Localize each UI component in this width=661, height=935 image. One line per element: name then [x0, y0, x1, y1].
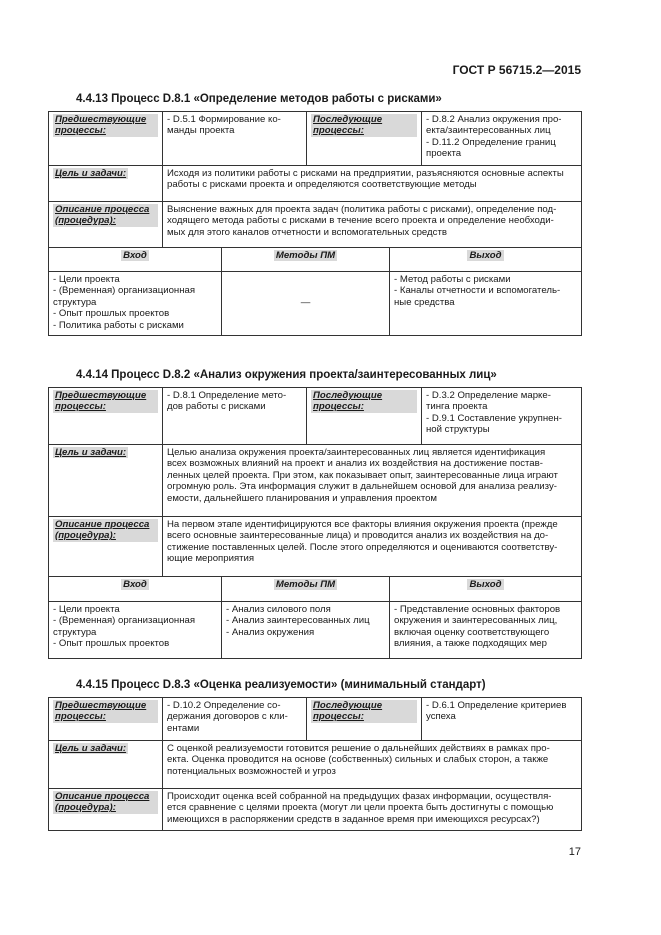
description-label: Описание процесса (процедура):	[49, 517, 163, 577]
section-title-4-4-15: 4.4.15 Процесс D.8.3 «Оценка реализуемости» (минимальный стандарт)	[76, 679, 486, 691]
description-label: Описание процесса (процедура):	[49, 789, 163, 831]
goal-label: Цель и задачи:	[49, 741, 163, 789]
predecessors-label: Предшествующие процессы:	[49, 388, 163, 445]
document-header: ГОСТ Р 56715.2—2015	[452, 63, 581, 77]
description-value: На первом этапе идентифицируются все факторы влияния окружения проекта (прежде всего основные заинтересованные лица) и проводится анализ их воздействия на до- стижение поставленных целей. После этого определяются и оцениваются соответству- ющие мероприятия	[163, 517, 582, 577]
predecessors-label: Предшествующие процессы:	[49, 112, 163, 166]
successors-label: Последующие процессы:	[307, 698, 422, 741]
goal-label: Цель и задачи:	[49, 166, 163, 202]
goal-value: Исходя из политики работы с рисками на предприятии, разъясняются основные аспекты работы с рисками проекта и определяются соответствующие методы	[163, 166, 582, 202]
description-value: Выяснение важных для проекта задач (политика работы с рисками), определение под- ходящего метода работы с рисками в течение всего проекта и определение необходи- мых для этого каналов отчетности и вспомогательных средств	[163, 202, 582, 248]
methods-header: Методы ПМ	[222, 248, 390, 272]
predecessors-value: - D.10.2 Определение со- держания договоров с кли- ентами	[163, 698, 307, 741]
methods-value: —	[222, 272, 390, 336]
section-title-4-4-13: 4.4.13 Процесс D.8.1 «Определение методов работы с рисками»	[76, 93, 442, 105]
inputs-value: - Цели проекта - (Временная) организационная структура - Опыт прошлых проектов	[49, 602, 222, 659]
methods-header: Методы ПМ	[222, 577, 390, 602]
successors-value: - D.3.2 Определение марке- тинга проекта - D.9.1 Составление укрупнен- ной структуры	[422, 388, 582, 445]
section-title-4-4-14: 4.4.14 Процесс D.8.2 «Анализ окружения проекта/заинтересованных лиц»	[76, 369, 497, 381]
description-value: Происходит оценка всей собранной на предыдущих фазах информации, осуществля- ется сравнение с целями проекта (могут ли цели проекта быть достигнуты с помощью имеющихся в распоряжении средств в заданное время при имеющихся ресурсах?)	[163, 789, 582, 831]
outputs-value: - Представление основных факторов окружения и заинтересованных лиц, включая оценку соответствующего влияния, а также подходящих мер	[390, 602, 582, 659]
successors-value: - D.8.2 Анализ окружения про- екта/заинтересованных лиц - D.11.2 Определение границ проекта	[422, 112, 582, 166]
goal-value: С оценкой реализуемости готовится решение о дальнейших действиях в рамках про- екта. Оценка проводится на основе (собственных) сильных и слабых сторон, а также потенциальных возможностей и угроз	[163, 741, 582, 789]
predecessors-value: - D.8.1 Определение мето- дов работы с рисками	[163, 388, 307, 445]
predecessors-value: - D.5.1 Формирование ко- манды проекта	[163, 112, 307, 166]
description-label: Описание процесса (процедура):	[49, 202, 163, 248]
inputs-header: Вход	[49, 577, 222, 602]
outputs-value: - Метод работы с рисками - Каналы отчетности и вспомогатель- ные средства	[390, 272, 582, 336]
inputs-header: Вход	[49, 248, 222, 272]
predecessors-label: Предшествующие процессы:	[49, 698, 163, 741]
successors-value: - D.6.1 Определение критериев успеха	[422, 698, 582, 741]
goal-value: Целью анализа окружения проекта/заинтересованных лиц является идентификация всех возможных влияний на проект и анализ их воздействия на достижение постав- ленных целей проекта. При этом, как показывает опыт, заинтересованные лица играют огромную роль. Эта информация служит в дальнейшем основой для анализа реализу- емости, дальнейшего планирования и управления проектом	[163, 445, 582, 517]
outputs-header: Выход	[390, 577, 582, 602]
methods-value: - Анализ силового поля - Анализ заинтересованных лиц - Анализ окружения	[222, 602, 390, 659]
goal-label: Цель и задачи:	[49, 445, 163, 517]
process-table-d82	[48, 387, 582, 659]
successors-label: Последующие процессы:	[307, 112, 422, 166]
successors-label: Последующие процессы:	[307, 388, 422, 445]
inputs-value: - Цели проекта - (Временная) организационная структура - Опыт прошлых проектов - Политика работы с рисками	[49, 272, 222, 336]
process-table-d83	[48, 697, 582, 831]
page-number: 17	[568, 846, 581, 858]
process-table-d81	[48, 111, 582, 336]
outputs-header: Выход	[390, 248, 582, 272]
